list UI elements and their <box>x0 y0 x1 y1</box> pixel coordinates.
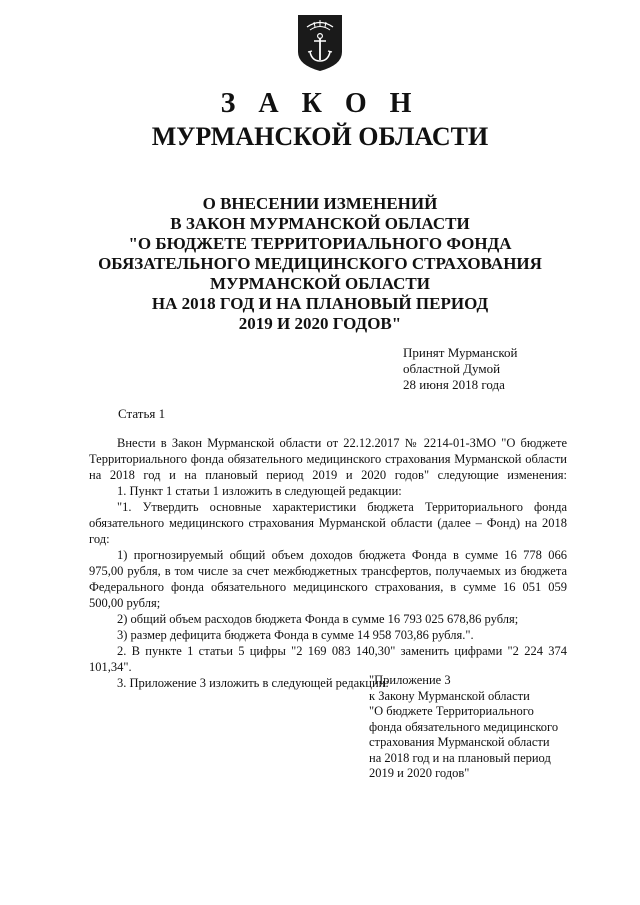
title-line: О ВНЕСЕНИИ ИЗМЕНЕНИЙ <box>202 194 438 213</box>
law-title <box>0 194 640 334</box>
article-heading: Статья 1 <box>118 406 166 421</box>
coat-of-arms-icon <box>297 14 343 72</box>
appendix-line: фонда обязательного медицинского <box>369 719 559 734</box>
title-line: 2019 И 2020 ГОДОВ" <box>238 314 402 333</box>
title-line: МУРМАНСКОЙ ОБЛАСТИ <box>210 274 430 293</box>
appendix-line: "О бюджете Территориального <box>369 704 534 718</box>
appendix-heading <box>369 673 558 782</box>
body-paragraph-1: 1. Пункт 1 статьи 1 изложить в следующей редакции: <box>117 484 402 498</box>
appendix-line: страхования Мурманской области <box>369 735 550 749</box>
body-item-3: 3) размер дефицита бюджета Фонда в сумме 14 958 703,86 рубля.". <box>117 628 474 642</box>
law-body <box>89 435 567 691</box>
law-heading: З А К О Н <box>220 88 420 119</box>
body-paragraph-3: 3. Приложение 3 изложить в следующей редакции: <box>117 676 389 690</box>
appendix-line: на 2018 год и на плановый период <box>369 750 551 765</box>
body-intro: Внести в Закон Мурманской области от 22.12.2017 № 2214-01-ЗМО "О бюджете Территориального фонда обязательного медицинского страхования Мурманской области на 2018 год и на плановый период 2019 и 2020 годов" следующие изменения: <box>89 436 567 482</box>
adoption-line: Принят Мурманской <box>403 345 518 360</box>
adoption-line: областной Думой <box>403 361 501 376</box>
title-line: "О БЮДЖЕТЕ ТЕРРИТОРИАЛЬНОГО ФОНДА <box>128 234 512 253</box>
body-item-1: 1) прогнозируемый общий объем доходов бюджета Фонда в сумме 16 778 066 975,00 рубля, в том числе за счет межбюджетных трансфертов, получаемых из бюджета Федерального фонда обязательного медицинского страхования, в сумме 16 051 059 500,00 рубля; <box>89 548 567 610</box>
adoption-date: 28 июня 2018 года <box>403 377 505 392</box>
body-quote: "1. Утвердить основные характеристики бюджета Территориального фонда обязательного медицинского страхования Мурманской области (далее – Фонд) на 2018 год: <box>89 500 567 546</box>
region-heading: МУРМАНСКОЙ ОБЛАСТИ <box>151 122 489 151</box>
appendix-line: 2019 и 2020 годов" <box>369 766 470 780</box>
adoption-note <box>403 345 518 393</box>
title-line: ОБЯЗАТЕЛЬНОГО МЕДИЦИНСКОГО СТРАХОВАНИЯ <box>98 254 542 273</box>
title-line: В ЗАКОН МУРМАНСКОЙ ОБЛАСТИ <box>170 214 470 233</box>
title-line: НА 2018 ГОД И НА ПЛАНОВЫЙ ПЕРИОД <box>151 294 489 313</box>
body-paragraph-2: 2. В пункте 1 статьи 5 цифры "2 169 083 140,30" заменить цифрами "2 224 374 101,34". <box>89 644 567 674</box>
appendix-line: к Закону Мурманской области <box>369 688 530 703</box>
body-item-2: 2) общий объем расходов бюджета Фонда в сумме 16 793 025 678,86 рубля; <box>117 612 519 626</box>
appendix-line: "Приложение 3 <box>369 673 451 687</box>
